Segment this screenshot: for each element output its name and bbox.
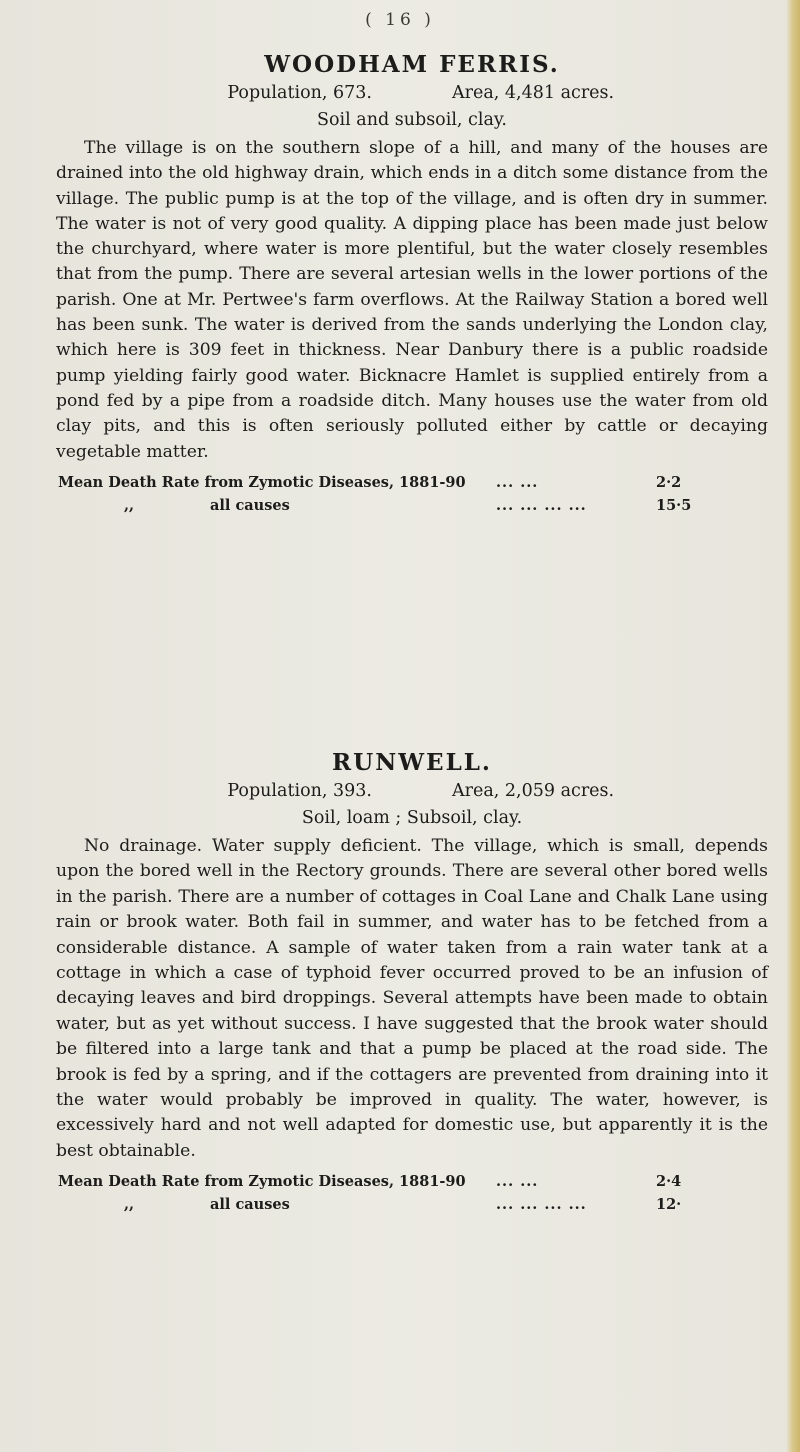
- ditto-mark: ,,: [124, 1196, 135, 1214]
- body-text: The village is on the southern slope of a hill, and many of the houses are drained into the old highway drain, which ends in a ditch some distance from the village. The public pump is at the top of the village, and is often dry in summer. The water is not of very good quality. A dipping place has been made just below the churchyard, where water is more plentiful, but the water closely resembles that from the pump. There are several artesian wells in the lower portions of the parish. One at Mr. Pertwee's farm overflows. At the Railway Station a bored well has been sunk. The water is derived from the sands underlying the London clay, which here is 309 feet in thickness. Near Danbury there is a public roadside pump yielding fairly good water. Bicknacre Hamlet is supplied entirely from a pond fed by a pipe from a roadside ditch. Many houses use the water from old clay pits, and this is often seriously polluted either by cattle or decaying vegetable matter.: [56, 138, 768, 462]
- rate-row-zymotic: [56, 471, 768, 494]
- area: Area, 2,059 acres.: [452, 781, 615, 801]
- rate-label: all causes: [210, 1196, 290, 1214]
- soil: Soil and subsoil, clay.: [317, 110, 507, 130]
- section-title: WOODHAM FERRIS.: [264, 51, 560, 78]
- ditto-mark: ,,: [124, 496, 135, 514]
- death-rates: [56, 471, 768, 517]
- rate-dots: ... ... ... ...: [496, 496, 587, 514]
- rate-row-all-causes: [56, 1193, 768, 1216]
- rate-dots: ... ... ... ...: [496, 1196, 587, 1214]
- death-rates: [56, 1170, 768, 1216]
- rate-value: 12·: [656, 1196, 682, 1214]
- rate-row-zymotic: [56, 1170, 768, 1193]
- body-text: No drainage. Water supply deficient. The village, which is small, depends upon the bored well in the Rectory grounds. There are several other bored wells in the parish. There are a number of cottages in Coal Lane and Chalk Lane using rain or brook water. Both fail in summer, and water has to be fetched from a considerable distance. A sample of water taken from a rain water tank at a cottage in which a case of typhoid fever occurred proved to be an infusion of decaying leaves and bird droppings. Several attempts have been made to obtain water, but as yet without success. I have suggested that the brook water should be filtered into a large tank and that a pump be placed at the road side. The brook is fed by a spring, and if the cottagers are prevented from draining into it the water would probably be improved in quality. The water, however, is excessively hard and not well adapted for domestic use, but apparently it is the best obtainable.: [56, 836, 768, 1161]
- population-area-line: [56, 80, 768, 107]
- rate-value: 2·4: [656, 1173, 682, 1191]
- section-runwell: [56, 748, 768, 1216]
- rate-row-all-causes: [56, 494, 768, 517]
- population-area-line: [56, 778, 768, 805]
- population: Population, 393.: [227, 781, 372, 801]
- area: Area, 4,481 acres.: [452, 83, 615, 103]
- soil: Soil, loam ; Subsoil, clay.: [301, 808, 523, 828]
- rate-dots: ... ...: [496, 1173, 539, 1191]
- rate-label: all causes: [210, 496, 290, 514]
- rate-dots: ... ...: [496, 473, 539, 491]
- rate-value: 2·2: [656, 473, 682, 491]
- rate-value: 15·5: [656, 496, 692, 514]
- population: Population, 673.: [227, 83, 372, 103]
- page-edge: [786, 0, 800, 1452]
- page-number: ( 16 ): [365, 10, 435, 30]
- section-title: RUNWELL.: [332, 749, 492, 776]
- section-woodham-ferris: [56, 50, 768, 517]
- rate-label: Mean Death Rate from Zymotic Diseases, 1881-90: [58, 1173, 466, 1191]
- rate-label: Mean Death Rate from Zymotic Diseases, 1881-90: [58, 473, 466, 491]
